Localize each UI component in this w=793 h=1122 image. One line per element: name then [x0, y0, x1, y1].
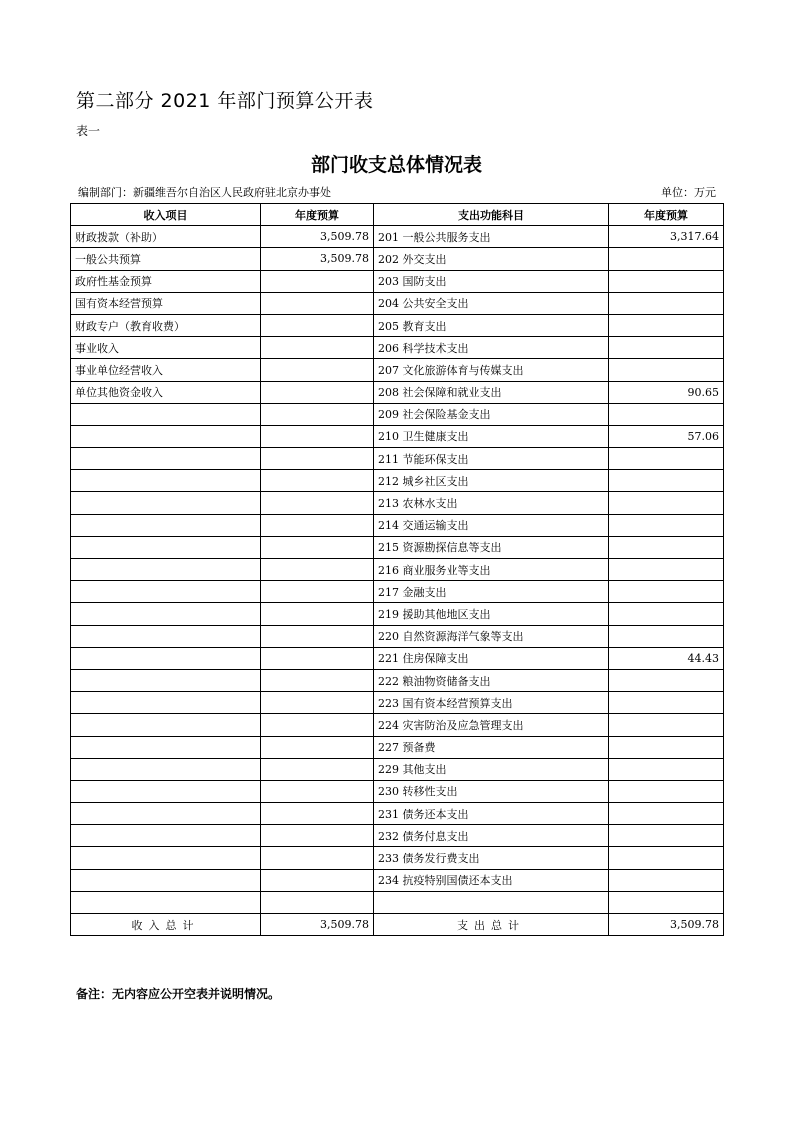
income-item-cell: 事业收入: [71, 337, 261, 359]
income-amount-cell: [261, 337, 374, 359]
table-row: [71, 581, 724, 603]
income-item-cell: 财政专户（教育收费）: [71, 314, 261, 336]
table-row: [71, 869, 724, 891]
table-row: [71, 403, 724, 425]
table-row: [71, 803, 724, 825]
expense-item-cell: 212 城乡社区支出: [374, 470, 609, 492]
expense-item-cell: 216 商业服务业等支出: [374, 559, 609, 581]
table-row: [71, 758, 724, 780]
expense-total-label: 支出总计: [374, 914, 609, 936]
income-item-cell: [71, 425, 261, 447]
expense-item-cell: 224 灾害防治及应急管理支出: [374, 714, 609, 736]
table-row: [71, 780, 724, 802]
income-item-cell: [71, 625, 261, 647]
income-item-cell: [71, 869, 261, 891]
expense-amount-cell: [609, 559, 724, 581]
income-total-amount: 3,509.78: [261, 914, 374, 936]
income-amount-cell: [261, 669, 374, 691]
expense-amount-cell: [609, 248, 724, 270]
income-item-cell: [71, 692, 261, 714]
expense-amount-cell: [609, 780, 724, 802]
expense-item-cell: 231 债务还本支出: [374, 803, 609, 825]
expense-item-cell: 234 抗疫特别国债还本支出: [374, 869, 609, 891]
expense-item-cell: 209 社会保险基金支出: [374, 403, 609, 425]
income-amount-cell: [261, 559, 374, 581]
income-amount-cell: [261, 403, 374, 425]
part-title: 第二部分 2021 年部门预算公开表: [76, 90, 374, 112]
income-amount-cell: [261, 891, 374, 913]
income-amount-cell: [261, 803, 374, 825]
table-row: [71, 381, 724, 403]
expense-item-cell: 230 转移性支出: [374, 780, 609, 802]
table-row: [71, 470, 724, 492]
expense-item-cell: 223 国有资本经营预算支出: [374, 692, 609, 714]
table-row: [71, 647, 724, 669]
table-row: [71, 559, 724, 581]
expense-total-amount: 3,509.78: [609, 914, 724, 936]
expense-item-cell: 210 卫生健康支出: [374, 425, 609, 447]
income-item-cell: [71, 559, 261, 581]
table-row: [71, 226, 724, 248]
income-amount-cell: [261, 314, 374, 336]
income-amount-cell: [261, 425, 374, 447]
expense-amount-cell: 90.65: [609, 381, 724, 403]
table-row: [71, 359, 724, 381]
expense-amount-cell: [609, 891, 724, 913]
expense-item-cell: 211 节能环保支出: [374, 448, 609, 470]
expense-item-cell: 232 债务付息支出: [374, 825, 609, 847]
income-item-cell: [71, 847, 261, 869]
table-row: [71, 270, 724, 292]
expense-item-cell: 207 文化旅游体育与传媒支出: [374, 359, 609, 381]
expense-item-cell: 222 粮油物资储备支出: [374, 669, 609, 691]
income-item-cell: [71, 736, 261, 758]
expense-item-cell: 213 农林水支出: [374, 492, 609, 514]
income-item-cell: [71, 780, 261, 802]
income-amount-cell: [261, 692, 374, 714]
income-item-cell: [71, 492, 261, 514]
expense-amount-cell: [609, 803, 724, 825]
expense-item-cell: 227 预备费: [374, 736, 609, 758]
income-amount-cell: [261, 847, 374, 869]
expense-amount-cell: [609, 714, 724, 736]
income-amount-cell: [261, 359, 374, 381]
income-item-cell: [71, 448, 261, 470]
income-item-cell: [71, 403, 261, 425]
income-amount-cell: [261, 603, 374, 625]
table-row: [71, 625, 724, 647]
page-title: 部门收支总体情况表: [310, 154, 482, 176]
table-row: [71, 714, 724, 736]
table-number: 表一: [76, 124, 101, 138]
income-item-cell: [71, 803, 261, 825]
income-amount-cell: 3,509.78: [261, 226, 374, 248]
expense-item-cell: 201 一般公共服务支出: [374, 226, 609, 248]
expense-amount-cell: [609, 603, 724, 625]
income-item-cell: [71, 758, 261, 780]
organization-label: 编制部门：新疆维吾尔自治区人民政府驻北京办事处: [78, 186, 331, 199]
income-item-cell: [71, 891, 261, 913]
expense-amount-cell: [609, 581, 724, 603]
table-row: [71, 448, 724, 470]
table-row: [71, 292, 724, 314]
expense-item-cell: 220 自然资源海洋气象等支出: [374, 625, 609, 647]
table-header-row: [71, 204, 724, 226]
income-amount-cell: [261, 514, 374, 536]
income-amount-cell: [261, 869, 374, 891]
income-item-cell: 一般公共预算: [71, 248, 261, 270]
income-item-cell: [71, 669, 261, 691]
expense-item-cell: 221 住房保障支出: [374, 647, 609, 669]
header-expense-item: 支出功能科目: [374, 204, 609, 226]
header-expense-budget: 年度预算: [609, 204, 724, 226]
income-item-cell: [71, 536, 261, 558]
table-row: [71, 514, 724, 536]
income-amount-cell: 3,509.78: [261, 248, 374, 270]
expense-item-cell: 206 科学技术支出: [374, 337, 609, 359]
income-amount-cell: [261, 736, 374, 758]
expense-amount-cell: [609, 470, 724, 492]
expense-amount-cell: [609, 337, 724, 359]
income-amount-cell: [261, 270, 374, 292]
expense-amount-cell: [609, 270, 724, 292]
income-amount-cell: [261, 492, 374, 514]
expense-amount-cell: [609, 536, 724, 558]
expense-amount-cell: [609, 692, 724, 714]
expense-amount-cell: 57.06: [609, 425, 724, 447]
income-item-cell: [71, 647, 261, 669]
income-amount-cell: [261, 381, 374, 403]
table-row: [71, 492, 724, 514]
income-item-cell: 单位其他资金收入: [71, 381, 261, 403]
expense-item-cell: 205 教育支出: [374, 314, 609, 336]
income-amount-cell: [261, 448, 374, 470]
expense-item-cell: 215 资源勘探信息等支出: [374, 536, 609, 558]
income-item-cell: [71, 514, 261, 536]
table-row: [71, 425, 724, 447]
expense-item-cell: 202 外交支出: [374, 248, 609, 270]
table-row: [71, 692, 724, 714]
totals-row: [71, 914, 724, 936]
expense-amount-cell: [609, 359, 724, 381]
income-item-cell: 国有资本经营预算: [71, 292, 261, 314]
table-row: [71, 603, 724, 625]
expense-amount-cell: [609, 825, 724, 847]
expense-amount-cell: [609, 514, 724, 536]
table-row: [71, 536, 724, 558]
expense-amount-cell: 44.43: [609, 647, 724, 669]
income-item-cell: 政府性基金预算: [71, 270, 261, 292]
income-item-cell: [71, 825, 261, 847]
expense-item-cell: 233 债务发行费支出: [374, 847, 609, 869]
table-row: [71, 248, 724, 270]
income-amount-cell: [261, 758, 374, 780]
income-item-cell: [71, 581, 261, 603]
table-row: [71, 669, 724, 691]
expense-item-cell: 229 其他支出: [374, 758, 609, 780]
income-amount-cell: [261, 625, 374, 647]
table-row: [71, 891, 724, 913]
expense-amount-cell: [609, 736, 724, 758]
expense-amount-cell: [609, 448, 724, 470]
footnote: 备注：无内容应公开空表并说明情况。: [76, 987, 281, 1001]
income-amount-cell: [261, 714, 374, 736]
income-item-cell: [71, 470, 261, 492]
expense-item-cell: 217 金融支出: [374, 581, 609, 603]
expense-item-cell: 203 国防支出: [374, 270, 609, 292]
income-amount-cell: [261, 581, 374, 603]
expense-item-cell: 214 交通运输支出: [374, 514, 609, 536]
budget-table: [70, 203, 724, 936]
income-amount-cell: [261, 470, 374, 492]
expense-amount-cell: [609, 625, 724, 647]
income-amount-cell: [261, 780, 374, 802]
expense-amount-cell: 3,317.64: [609, 226, 724, 248]
header-income-budget: 年度预算: [261, 204, 374, 226]
header-income-item: 收入项目: [71, 204, 261, 226]
expense-amount-cell: [609, 492, 724, 514]
table-row: [71, 825, 724, 847]
table-row: [71, 314, 724, 336]
expense-amount-cell: [609, 758, 724, 780]
unit-label: 单位：万元: [661, 186, 716, 199]
expense-amount-cell: [609, 669, 724, 691]
income-amount-cell: [261, 292, 374, 314]
table-row: [71, 736, 724, 758]
income-item-cell: [71, 603, 261, 625]
expense-item-cell: [374, 891, 609, 913]
income-amount-cell: [261, 825, 374, 847]
income-item-cell: 事业单位经营收入: [71, 359, 261, 381]
income-item-cell: 财政拨款（补助）: [71, 226, 261, 248]
expense-item-cell: 208 社会保障和就业支出: [374, 381, 609, 403]
income-amount-cell: [261, 536, 374, 558]
table-row: [71, 847, 724, 869]
income-total-label: 收入总计: [71, 914, 261, 936]
expense-amount-cell: [609, 847, 724, 869]
expense-amount-cell: [609, 869, 724, 891]
income-amount-cell: [261, 647, 374, 669]
expense-item-cell: 219 援助其他地区支出: [374, 603, 609, 625]
expense-amount-cell: [609, 292, 724, 314]
expense-item-cell: 204 公共安全支出: [374, 292, 609, 314]
expense-amount-cell: [609, 314, 724, 336]
income-item-cell: [71, 714, 261, 736]
expense-amount-cell: [609, 403, 724, 425]
table-row: [71, 337, 724, 359]
